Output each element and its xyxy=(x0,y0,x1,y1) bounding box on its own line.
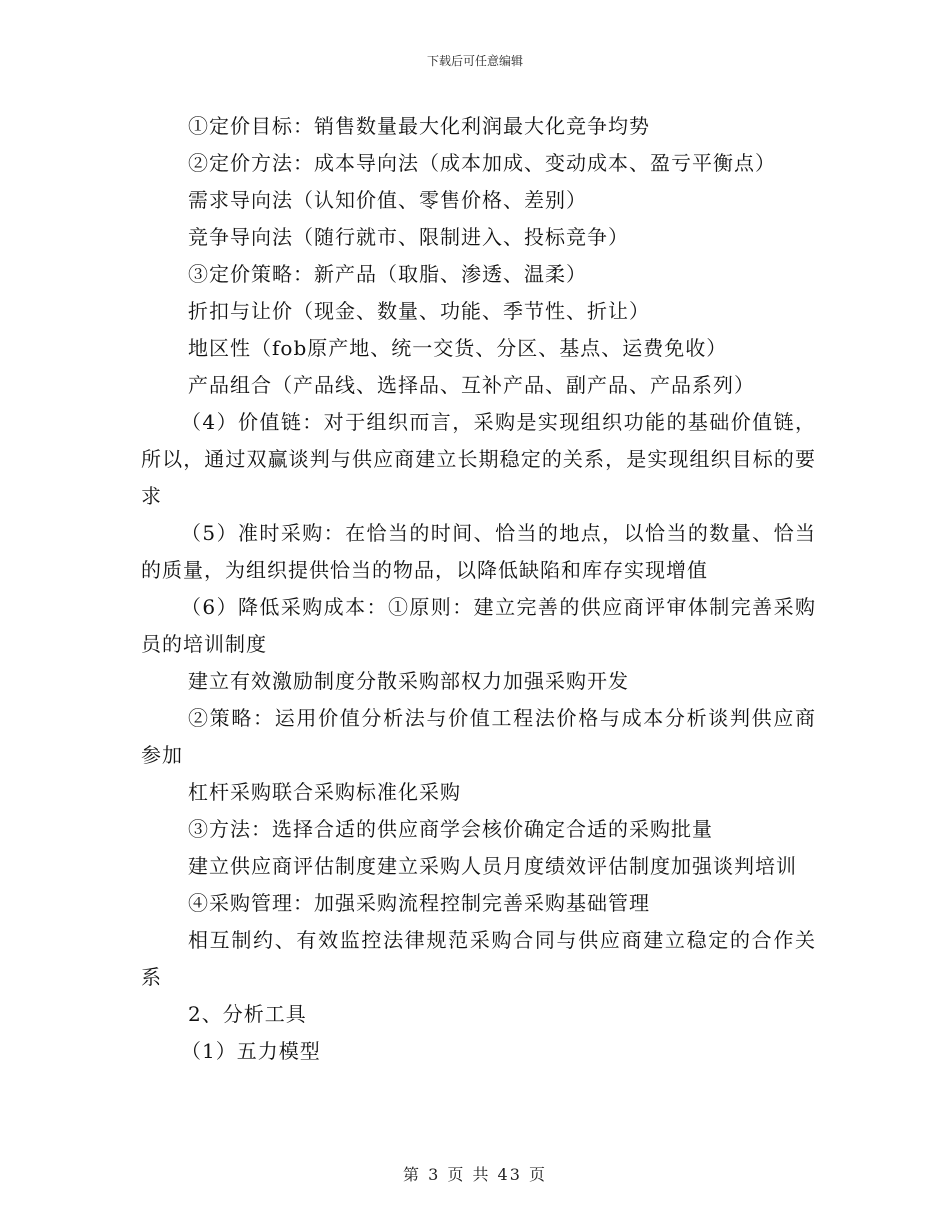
paragraph: 建立供应商评估制度建立采购人员月度绩效评估制度加强谈判培训 xyxy=(188,854,797,878)
paragraph: 杠杆采购联合采购标准化采购 xyxy=(188,780,461,804)
paragraph: 需求导向法（认知价值、零售价格、差别） xyxy=(188,188,587,212)
paragraph: 相互制约、有效监控法律规范采购合同与供应商建立稳定的合作关系 xyxy=(141,928,816,989)
paragraph: ②定价方法：成本导向法（成本加成、变动成本、盈亏平衡点） xyxy=(188,151,776,175)
page-footer xyxy=(0,1162,950,1185)
header-note: 下载后可任意编辑 xyxy=(426,54,523,68)
paragraph: 折扣与让价（现金、数量、功能、季节性、折让） xyxy=(188,299,650,323)
section-heading: 2、分析工具 xyxy=(188,1002,307,1026)
page-header xyxy=(0,52,950,69)
paragraph: 建立有效激励制度分散采购部权力加强采购开发 xyxy=(188,669,629,693)
paragraph: ③方法：选择合适的供应商学会核价确定合适的采购批量 xyxy=(188,817,713,841)
paragraph: 产品组合（产品线、选择品、互补产品、副产品、产品系列） xyxy=(188,373,755,397)
paragraph: ①定价目标：销售数量最大化利润最大化竞争均势 xyxy=(188,114,650,138)
paragraph: （4）价值链：对于组织而言，采购是实现组织功能的基础价值链，所以，通过双赢谈判与供应商建立长期稳定的关系，是实现组织目标的要求 xyxy=(141,410,816,508)
paragraph: ③定价策略：新产品（取脂、渗透、温柔） xyxy=(188,262,587,286)
paragraph: （6）降低采购成本：①原则：建立完善的供应商评审体制完善采购员的培训制度 xyxy=(141,595,816,656)
page-number: 第 3 页 共 43 页 xyxy=(403,1165,547,1184)
document-body xyxy=(141,108,816,1070)
subsection-heading: （1）五力模型 xyxy=(181,1039,321,1063)
paragraph: ②策略：运用价值分析法与价值工程法价格与成本分析谈判供应商参加 xyxy=(141,706,816,767)
paragraph: 地区性（fob原产地、统一交货、分区、基点、运费免收） xyxy=(188,336,728,360)
paragraph: ④采购管理：加强采购流程控制完善采购基础管理 xyxy=(188,891,650,915)
paragraph: 竞争导向法（随行就市、限制进入、投标竞争） xyxy=(188,225,629,249)
paragraph: （5）准时采购：在恰当的时间、恰当的地点，以恰当的数量、恰当的质量，为组织提供恰当的物品，以降低缺陷和库存实现增值 xyxy=(141,521,816,582)
